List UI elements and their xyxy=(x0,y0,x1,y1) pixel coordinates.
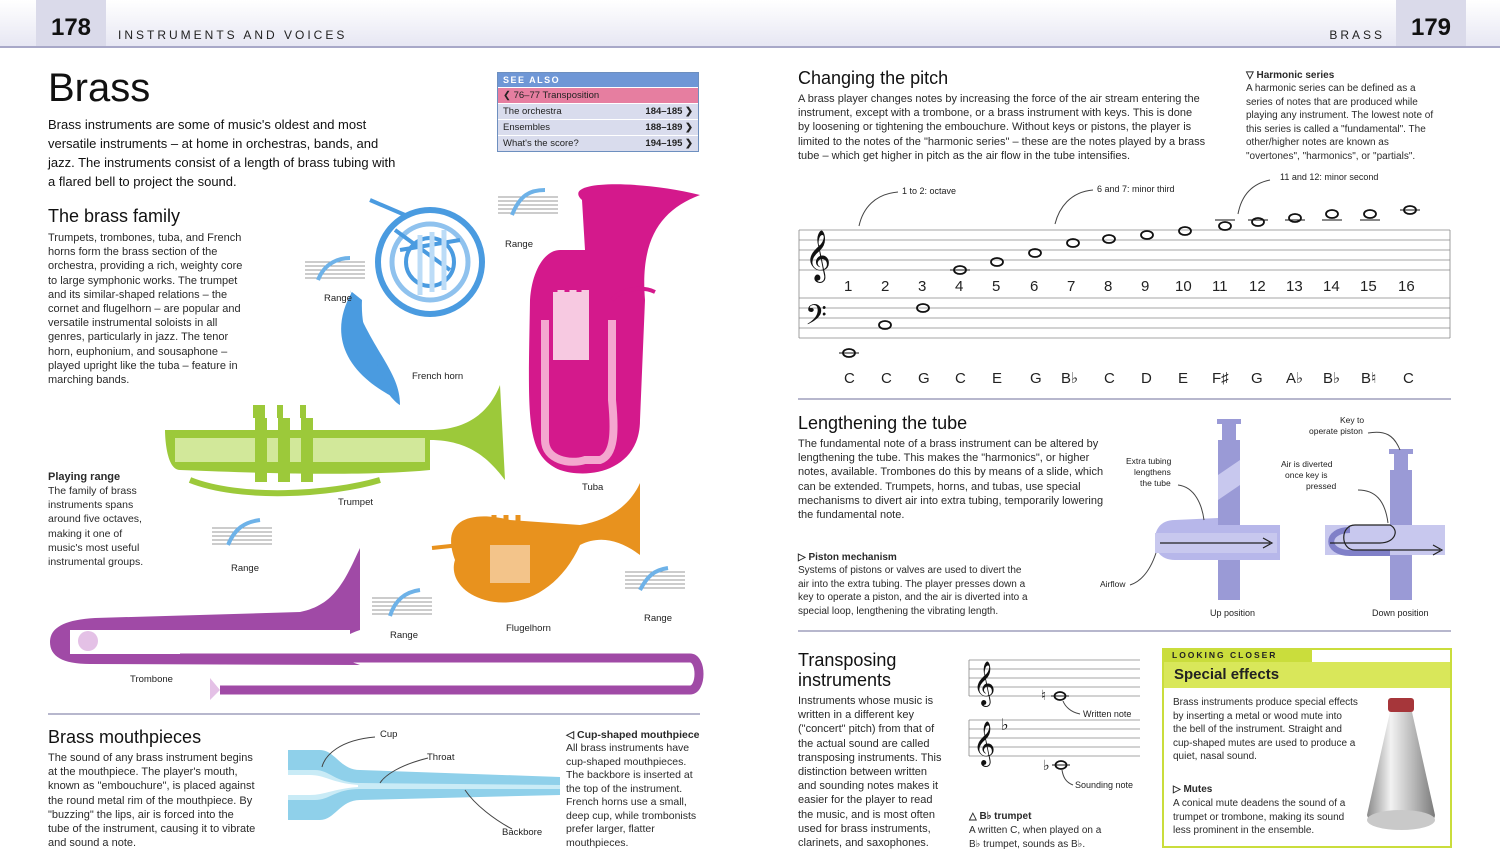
note-name: B♭ xyxy=(1323,370,1341,387)
sounding-note-label: Sounding note xyxy=(1075,780,1134,790)
diverted-label: Air is diverted once key is pressed xyxy=(1281,459,1337,491)
mutes-heading: ▷ Mutes xyxy=(1173,784,1213,795)
page-title: Brass xyxy=(48,66,151,110)
see-also-link[interactable]: ❮ 76–77 Transposition xyxy=(498,87,698,103)
bflat-trumpet-caption: A written C, when played on a B♭ trumpet, sounds as B♭. xyxy=(969,825,1102,850)
note-name: E xyxy=(1178,370,1189,387)
svg-text:𝄢: 𝄢 xyxy=(805,300,827,338)
range-label: Range xyxy=(505,239,533,250)
note-name: G xyxy=(1030,370,1042,387)
note-name: B♮ xyxy=(1361,370,1377,387)
brass-family-body: Trumpets, trombones, tuba, and French horns form the brass section of the orchestra, providing a rich, weighty core to large symphonic works. The trumpet and its similar-shaped relations – the cornet and flugelhorn – are popular and versatile instrumental soloists in all genres, particularly in jazz. The tenor horn, euphonium, and sousaphone – played upright like the tuba – feature in marching bands. xyxy=(48,232,243,387)
special-effects-body: Brass instruments produce special effects by inserting a metal or wood mute into the bell of the instrument. Straight and cup-shaped mutes are used to produce a quiet, nasal sound. xyxy=(1173,697,1358,763)
tuba-illustration xyxy=(529,184,700,473)
right-page-number: 179 xyxy=(1396,0,1466,46)
piston-heading: ▷ Piston mechanism xyxy=(798,552,897,563)
flugelhorn-label: Flugelhorn xyxy=(506,623,551,634)
note-name: C xyxy=(1403,370,1414,387)
octave-annotation: 1 to 2: octave xyxy=(902,186,957,196)
range-staff xyxy=(212,528,272,544)
harmonic-number: 5 xyxy=(992,278,1001,295)
harmonic-number: 10 xyxy=(1175,278,1192,295)
changing-pitch-heading: Changing the pitch xyxy=(798,68,949,88)
harmonic-number: 14 xyxy=(1323,278,1340,295)
french-horn-label: French horn xyxy=(412,371,464,382)
note-name: G xyxy=(918,370,930,387)
intro-paragraph: Brass instruments are some of music's oldest and most versatile instruments – at home in orchestras, bands, and jazz. The instruments consist of a length of brass tubing with a flared bell to project the sound. xyxy=(48,117,396,189)
left-running-head: INSTRUMENTS AND VOICES xyxy=(118,28,348,42)
harmonic-number: 4 xyxy=(955,278,964,295)
see-also-link[interactable]: What's the score? 194–195 ❯ xyxy=(498,135,698,151)
svg-text:♭: ♭ xyxy=(1043,757,1050,773)
backbore-label: Backbore xyxy=(502,827,543,838)
trumpet-label: Trumpet xyxy=(338,497,374,508)
mutes-body: A conical mute deadens the sound of a trumpet or trombone, making its sound less prominent in the ensemble. xyxy=(1173,798,1346,837)
harmonic-series-staff xyxy=(795,170,1455,395)
svg-text:♭: ♭ xyxy=(1001,717,1009,734)
mouthpiece-caption: All brass instruments have cup-shaped mouthpieces. The backbore is inserted at the top of the instrument. French horns use a small, deep cup, while trombonists prefer larger, flatter mouthpieces. xyxy=(566,742,697,849)
airflow-label: Airflow xyxy=(1100,579,1126,589)
note-name: C xyxy=(955,370,966,387)
svg-text:𝄞: 𝄞 xyxy=(973,723,996,765)
harmonic-number: 2 xyxy=(881,278,890,295)
down-position-label: Down position xyxy=(1372,608,1429,618)
harmonic-number: 7 xyxy=(1067,278,1076,295)
note-name: G xyxy=(1251,370,1263,387)
harmonic-series-body: A harmonic series can be defined as a series of notes that are produced while playing any instrument. The lowest note of this series is called a "fundamental". The other/higher notes are known as "overtones", "harmonics", or "partials". xyxy=(1246,83,1434,162)
transposing-heading: Transposing instruments xyxy=(798,650,897,690)
piston-diagram xyxy=(1100,405,1455,625)
extra-tubing-label: Extra tubing lengthens the tube xyxy=(1126,456,1172,488)
lengthening-body: The fundamental note of a brass instrument can be altered by lengthening the tube. This makes the "harmonics", or higher notes, available. Trombones do this by means of a slide, which can be extended. Trumpets, horns, and tubas, use special mechanisms to divert air into extra tubing, temporarily lowering the fundamental note. xyxy=(798,438,1104,522)
bflat-trumpet-heading: △ B♭ trumpet xyxy=(969,811,1032,822)
key-label: Key to operate piston xyxy=(1309,415,1365,436)
instruments-illustration xyxy=(0,0,750,700)
harmonic-number: 8 xyxy=(1104,278,1113,295)
mouthpiece-caption-heading: ◁ Cup-shaped mouthpiece xyxy=(566,729,700,741)
tuba-label: Tuba xyxy=(582,482,604,493)
note-name: F♯ xyxy=(1212,370,1229,387)
transposing-staff xyxy=(965,648,1145,798)
range-label: Range xyxy=(231,563,259,574)
note-name: C xyxy=(1104,370,1115,387)
mouthpiece-diagram xyxy=(280,725,565,855)
cup-label: Cup xyxy=(380,729,398,740)
range-staff xyxy=(372,598,432,614)
trombone-label: Trombone xyxy=(130,674,173,685)
minor-third-annotation: 6 and 7: minor third xyxy=(1097,184,1175,194)
harmonic-number: 13 xyxy=(1286,278,1303,295)
harmonic-number: 15 xyxy=(1360,278,1377,295)
trumpet-illustration xyxy=(165,385,505,493)
note-name: E xyxy=(992,370,1003,387)
playing-range-heading: Playing range xyxy=(48,471,121,483)
mute-illustration xyxy=(1355,690,1450,845)
note-name: A♭ xyxy=(1286,370,1304,387)
divider xyxy=(48,713,700,715)
svg-text:𝄞: 𝄞 xyxy=(973,663,996,705)
svg-text:𝄞: 𝄞 xyxy=(805,231,832,280)
note-name: B♭ xyxy=(1061,370,1079,387)
lengthening-heading: Lengthening the tube xyxy=(798,413,968,433)
note-name: D xyxy=(1141,370,1152,387)
changing-pitch-body: A brass player changes notes by increasing the force of the air stream entering the instrument, except with a trombone, or a brass instrument with keys. This is done by loosening or tightening the embouchure. Without keys or pistons, the player is limited to the notes of the "harmonic series" – these are the notes played by a brass tube – which get higher in pitch as the air flow in the tube intensifies. xyxy=(798,93,1206,162)
harmonic-number: 1 xyxy=(844,278,853,295)
note-name: C xyxy=(881,370,892,387)
divider xyxy=(798,398,1451,400)
right-header-band xyxy=(750,0,1500,48)
range-label: Range xyxy=(324,293,352,304)
harmonic-number: 3 xyxy=(918,278,927,295)
harmonic-number: 12 xyxy=(1249,278,1266,295)
harmonic-series-heading: ▽ Harmonic series xyxy=(1246,70,1335,81)
divider xyxy=(798,630,1451,632)
harmonic-number: 6 xyxy=(1030,278,1039,295)
looking-closer-tab: LOOKING CLOSER xyxy=(1162,648,1312,662)
transposing-body: Instruments whose music is written in a different key ("concert" pitch) from that of the actual sound are called transposing instruments. This distinction between written and sounding notes makes it easier for the player to read the music, and is most often used for brass instruments, clarinets, and saxophones. xyxy=(798,695,942,850)
range-staff xyxy=(305,262,365,278)
up-position-label: Up position xyxy=(1210,608,1256,618)
range-label: Range xyxy=(390,630,418,641)
see-also-link[interactable]: Ensembles 188–189 ❯ xyxy=(498,119,698,135)
see-also-heading: SEE ALSO xyxy=(498,73,698,87)
harmonic-number: 11 xyxy=(1212,278,1228,295)
flugelhorn-illustration xyxy=(432,483,640,603)
special-effects-heading: Special effects xyxy=(1164,662,1450,688)
piston-body: Systems of pistons or valves are used to divert the air into the extra tubing. The player presses down a key to operate a piston, and the air is diverted into a special loop, lengthening the vibrating length. xyxy=(798,565,1028,617)
written-note-label: Written note xyxy=(1083,709,1132,719)
harmonic-number: 16 xyxy=(1398,278,1415,295)
svg-text:♮: ♮ xyxy=(1041,687,1047,703)
range-staff xyxy=(498,197,558,213)
mouthpieces-body: The sound of any brass instrument begins at the mouthpiece. The player's mouth, known as "embouchure", is placed against the round metal rim of the mouthpiece. By "buzzing" the lips, air is forced into the tube of the instrument, causing it to vibrate and sound a note. xyxy=(48,752,256,850)
playing-range-body: The family of brass instruments spans around five octaves, making it one of music's most useful instrumental groups. xyxy=(48,485,144,569)
left-page-number: 178 xyxy=(36,0,106,46)
brass-family-heading: The brass family xyxy=(48,206,181,226)
note-name: C xyxy=(844,370,855,387)
range-label: Range xyxy=(644,613,672,624)
harmonic-number: 9 xyxy=(1141,278,1150,295)
throat-label: Throat xyxy=(427,752,455,763)
minor-second-annotation: 11 and 12: minor second xyxy=(1280,172,1379,182)
right-running-head: BRASS xyxy=(1329,28,1385,42)
mouthpieces-heading: Brass mouthpieces xyxy=(48,727,202,747)
see-also-link[interactable]: The orchestra 184–185 ❯ xyxy=(498,103,698,119)
